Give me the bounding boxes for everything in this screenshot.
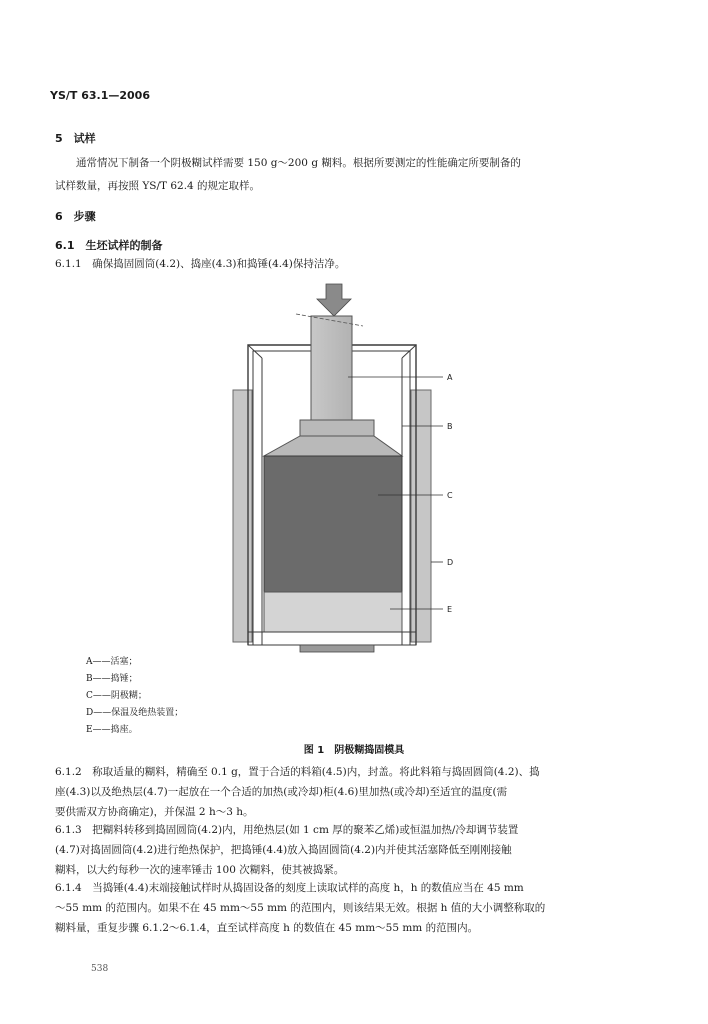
insulation-left — [233, 390, 252, 642]
label-d: D — [447, 558, 454, 567]
label-a: A — [447, 373, 453, 382]
legend-b: B——捣锤； — [86, 674, 138, 684]
section-5-heading: 5 试样 — [55, 132, 96, 145]
force-arrow-icon — [317, 284, 351, 316]
item-6-1-1: 6.1.1 确保捣固圆筒(4.2)、捣座(4.3)和捣锤(4.4)保持洁净。 — [55, 258, 346, 270]
section-6-1-heading: 6.1 生坯试样的制备 — [55, 239, 163, 252]
piston — [311, 316, 352, 420]
item-6-1-3: 6.1.3 把糊料转移到捣固圆筒(4.2)内，用绝热层(如 1 cm 厚的聚苯乙烯)或恒温加热/冷却调节装置 (4.7)对捣固圆筒(4.2)进行绝热保护，把捣锤(4.4)放入捣固圆筒(4.2)内并使其活塞降低至刚刚接触 糊料，以大约每秒一次的速率锤击 100 次糊料，使其被捣紧。 — [55, 824, 519, 876]
figure-caption: 图 1 阴极糊捣固模具 — [303, 745, 405, 756]
rammer — [300, 420, 374, 436]
section-5-line-2: 试样数量，再按照 YS/T 62.4 的规定取样。 — [55, 180, 261, 192]
section-5-line-1: 通常情况下制备一个阴极糊试样需要 150 g～200 g 糊料。根据所要测定的性能确定所要制备的 — [76, 157, 521, 169]
insulation-right — [411, 390, 431, 642]
page-number: 538 — [91, 964, 109, 974]
label-c: C — [447, 491, 453, 500]
section-6-heading: 6 步骤 — [55, 210, 96, 223]
legend-e: E——捣座。 — [86, 725, 138, 735]
bottom-plate — [300, 645, 374, 652]
item-6-1-4: 6.1.4 当捣锤(4.4)末端接触试样时从捣固设备的刻度上读取试样的高度 h，h 的数值应当在 45 mm ～55 mm 的范围内。如果不在 45 mm～55 mm 的范围内，则该结果无效。根据 h 值的大小调整称取的 糊料量，重复步骤 6.1.2～6.1.4，直至试样高度 h 的数值在 45 mm～55 mm 的范围内。 — [55, 882, 546, 934]
cathode-paste — [264, 456, 402, 592]
label-b: B — [447, 422, 453, 431]
tamping-base — [264, 592, 402, 632]
standard-number: YS/T 63.1—2006 — [50, 89, 150, 102]
legend-c: C——阴极糊； — [86, 691, 147, 701]
legend-d: D——保温及绝热装置； — [86, 708, 184, 718]
item-6-1-2: 6.1.2 称取适量的糊料，精确至 0.1 g，置于合适的料箱(4.5)内，封盖。将此料箱与捣固圆筒(4.2)、捣 座(4.3)以及绝热层(4.7)一起放在一个合适的加热(或冷却)柜(4.6)里加热(或冷却)至适宜的温度(需 要供需双方协商确定)，并保温 2 h～3 h。 — [55, 766, 540, 818]
figure-legend — [86, 654, 183, 739]
label-e: E — [447, 605, 453, 614]
legend-a: A——活塞； — [86, 657, 138, 667]
